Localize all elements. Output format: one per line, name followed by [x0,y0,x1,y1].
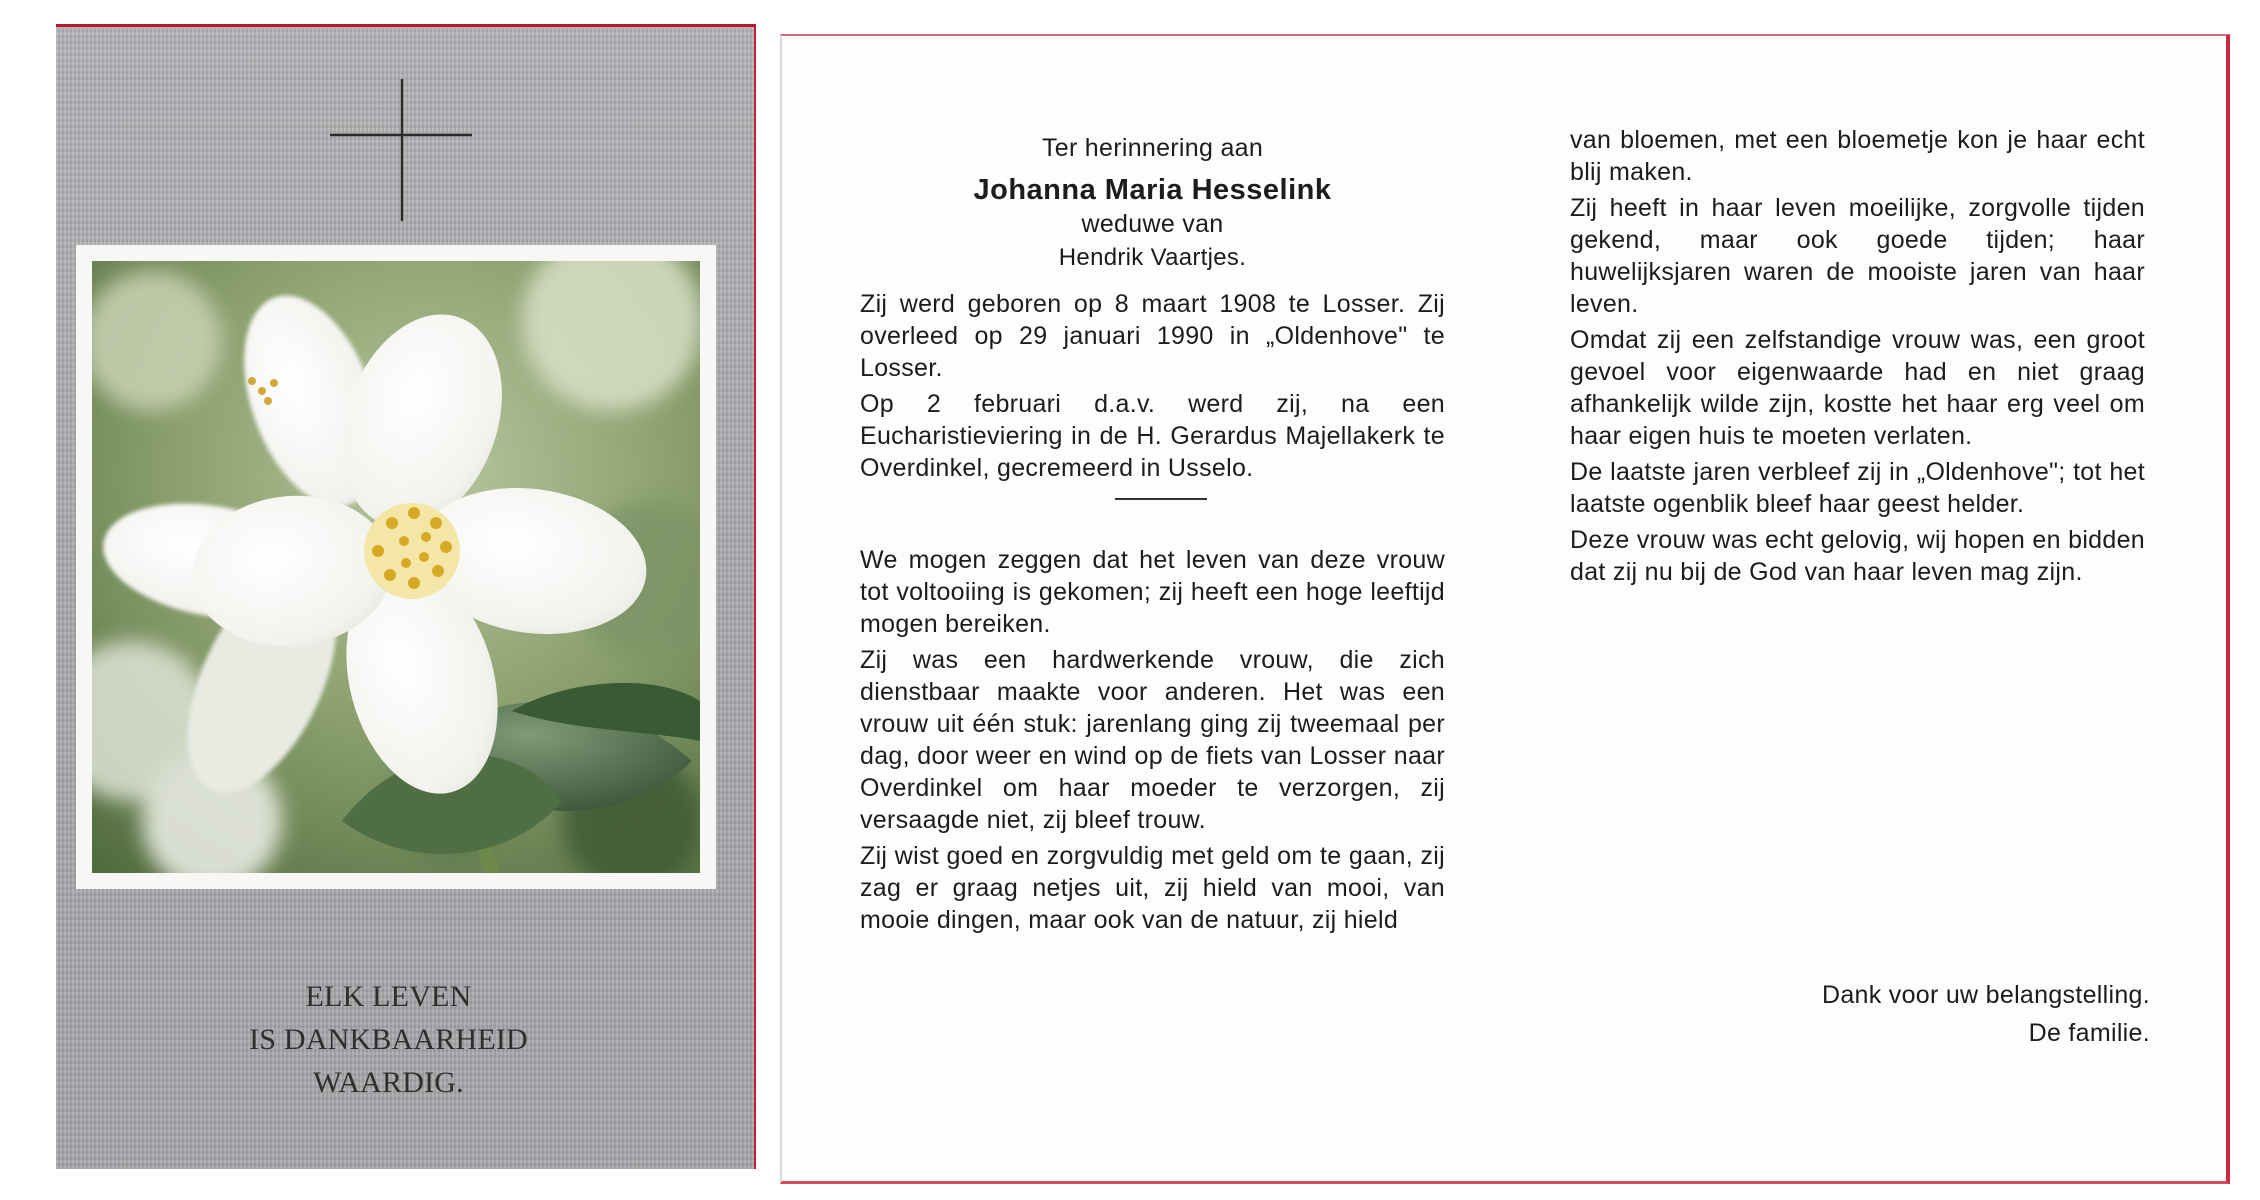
spouse-name: Hendrik Vaartjes. [1058,244,1247,271]
motto [56,975,721,1104]
motto-line: WAARDIG. [313,1066,464,1099]
text-paragraph: De laatste jaren verbleef zij in „Oldenhove"; tot het laatste ogenblik bleef haar geest helder. [1570,458,2145,518]
text-paragraph: We mogen zeggen dat het leven van deze vrouw tot voltooiing is gekomen; zij heeft een hoge leeftijd mogen bereiken. [860,546,1445,638]
birth-death-paragraph: Zij werd geboren op 8 maart 1908 te Losser. Zij overleed op 29 januari 1990 in „Oldenhove" te Losser. [860,290,1445,382]
text-paragraph: van bloemen, met een bloemetje kon je haar echt blij maken. [1570,126,2145,186]
divider-line [1115,498,1207,500]
funeral-paragraph: Op 2 februari d.a.v. werd zij, na een Eucharistieviering in de H. Gerardus Majellakerk te Overdinkel, gecremeerd in Usselo. [860,390,1445,482]
memorial-intro: Ter herinnering aan [1041,134,1264,162]
relation-text: weduwe van [1081,210,1224,238]
cross-icon [316,75,486,225]
text-paragraph: Zij wist goed en zorgvuldig met geld om te gaan, zij zag er graag netjes uit, zij hield van mooi, van mooie dingen, maar ook van de natuur, zij hield [860,842,1445,934]
motto-line: ELK LEVEN [305,980,472,1013]
deceased-name: Johanna Maria Hesselink [973,174,1332,206]
closing-block [1660,976,2150,1052]
text-paragraph: Zij heeft in haar leven moeilijke, zorgvolle tijden gekend, maar ook goede tijden; haar huwelijksjaren waren de mooiste jaren van haar leven. [1570,194,2145,318]
white-flower-photo [92,261,700,873]
text-paragraph: Deze vrouw was echt gelovig, wij hopen en bidden dat zij nu bij de God van haar leven mag zijn. [1570,526,2145,586]
flower-photo-frame [76,245,716,889]
text-paragraph: Zij was een hardwerkende vrouw, die zich dienstbaar maakte voor anderen. Het was een vrouw uit één stuk: jarenlang ging zij tweemaal per dag, door weer en wind op de fiets van Losser naar Overdinkel om haar moeder te verzorgen, zij versaagde niet, zij bleef trouw. [860,646,1445,834]
motto-line: IS DANKBAARHEID [249,1023,528,1056]
front-card [56,24,756,1169]
thanks-text: Dank voor uw belangstelling. [1821,981,2150,1009]
text-paragraph: Omdat zij een zelfstandige vrouw was, een groot gevoel voor eigenwaarde had en niet graag afhankelijk wilde zijn, kostte het haar erg veel om haar eigen huis te moeten verlaten. [1570,326,2145,450]
right-text-column [1570,124,2145,592]
left-text-column [860,120,1445,940]
family-signature: De familie. [2028,1019,2150,1047]
